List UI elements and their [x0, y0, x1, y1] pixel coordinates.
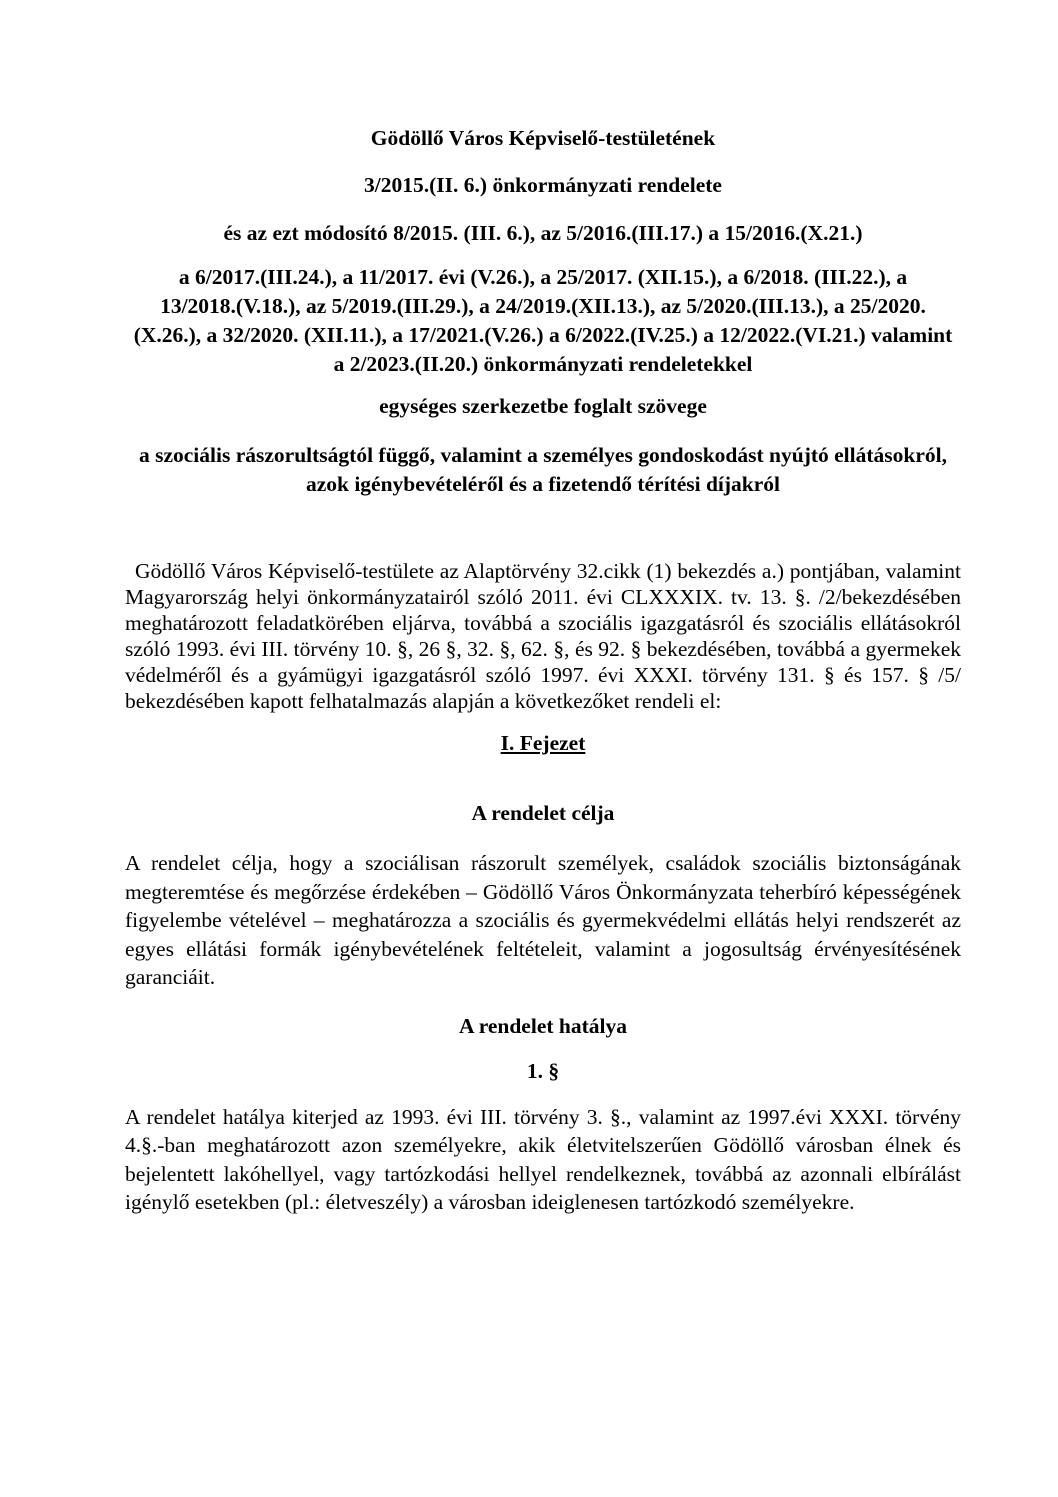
purpose-heading: A rendelet célja: [471, 801, 615, 825]
chapter-title: I. Fejezet: [500, 731, 586, 755]
consolidated-text-label: egységes szerkezetbe foglalt szövege: [379, 394, 707, 418]
preamble-paragraph: Gödöllő Város Képviselő-testülete az Alaptörvény 32.cikk (1) bekezdés a.) pontjában, valamint Magyarország helyi önkormányzatairól szóló 2011. évi CLXXXIX. tv. 13. §. /2/bekezdésében meghatározott feladatkörében eljárva, továbbá a szociális igazgatásról és szociális ellátásokról szóló 1993. évi III. törvény 10. §, 26 §, 32. §, 62. §, és 92. § bekezdésében, továbbá a gyermekek védelméről és a gyámügyi igazgatásról szóló 1997. évi XXXI. törvény 131. § és 157. § /5/ bekezdésében kapott felhatalmazás alapján a következőket rendeli el:: [125, 559, 961, 713]
scope-paragraph: A rendelet hatálya kiterjed az 1993. évi III. törvény 3. §., valamint az 1997.évi XXXI. törvény 4.§.-ban meghatározott azon személyekre, akik életvitelszerűen Gödöllő városban élnek és bejelentett lakóhellyel, vagy tartózkodási hellyel rendelkeznek, továbbá az azonnali elbírálást igénylő esetekben (pl.: életveszély) a városban ideiglenesen tartózkodó személyekre.: [125, 1104, 961, 1214]
purpose-paragraph: A rendelet célja, hogy a szociálisan rászorult személyek, családok szociális biztonságának megteremtése és megőrzése érdekében – Gödöllő Város Önkormányzata teherbíró képességének figyelembe vételével – meghatározza a szociális és gyermekvédelmi ellátás helyi rendszerét az egyes ellátási formák igénybevételének feltételeit, valamint a jogosultság érvényesítésének garanciáit.: [125, 851, 961, 989]
amendment-line: a 2/2023.(II.20.) önkormányzati rendeletekkel: [333, 352, 753, 376]
decree-authority-title: Gödöllő Város Képviselő-testületének: [370, 126, 716, 150]
amendment-line: (X.26.), a 32/2020. (XII.11.), a 17/2021.(V.26.) a 6/2022.(IV.25.) a 12/2022.(VI.21.) valamint: [133, 323, 953, 347]
scope-heading: A rendelet hatálya: [458, 1013, 627, 1038]
decree-subject-line: azok igénybevételéről és a fizetendő térítési díjakról: [305, 472, 781, 496]
section-number: 1. §: [526, 1058, 560, 1083]
amendment-line: a 6/2017.(III.24.), a 11/2017. évi (V.26.), a 25/2017. (XII.15.), a 6/2018. (III.22.), a: [178, 265, 908, 289]
amendment-decrees-block: [125, 263, 961, 379]
decree-number: 3/2015.(II. 6.) önkormányzati rendelete: [364, 173, 722, 197]
decree-subject-line: a szociális rászorultságtól függő, valamint a személyes gondoskodást nyújtó ellátásokról,: [138, 443, 948, 467]
amendment-line: 13/2018.(V.18.), az 5/2019.(III.29.), a 24/2019.(XII.13.), az 5/2020.(III.13.), a 25/2020.: [160, 294, 926, 318]
amending-decrees-intro: és az ezt módosító 8/2015. (III. 6.), az 5/2016.(III.17.) a 15/2016.(X.21.): [223, 221, 863, 245]
decree-subject-block: [125, 441, 961, 499]
